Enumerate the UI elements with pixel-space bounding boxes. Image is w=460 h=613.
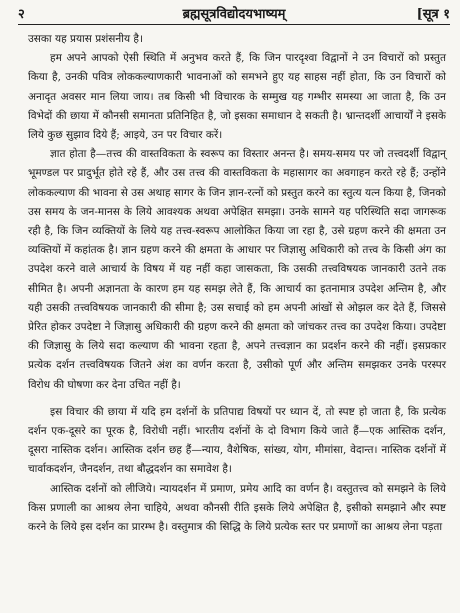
header-rule: [18, 24, 450, 25]
paragraph: हम अपने आपको ऐसी स्थिति में अनुभव करते हैं, कि जिन पारदृश्वा विद्वानों ने उन विचारों को प्रस्तुत किया है, उनकी पवित्र लोककल्याणकारी भावनाओं को समभने हुए यह साहस नहीं होता, कि उन विचारों को अनादृत अवसर मान लिया जाय। तब किसी भी विचारक के सम्मुख यह गम्भीर समस्या आ जाता है, कि उन विभेदों की छाया में कौनसी समानता प्रतिनिहित है, जो इसका समाधान दे सकती है। भ्रान्तदर्शी आचार्यों ने इसके लिये कुछ सुझाव दिये हैं; आइये, उन पर विचार करें।: [28, 52, 446, 142]
page-body: [28, 30, 446, 537]
paragraph: इस विचार की छाया में यदि हम दर्शनों के प्रतिपाद्य विषयों पर ध्यान दें, तो स्पष्ट हो जाता है, कि प्रत्येक दर्शन एक-दूसरे का पूरक है, विरोधी नहीं। भारतीय दर्शनों के दो विभाग किये जाते हैं—एक आस्तिक दर्शन, दूसरा नास्तिक दर्शन। आस्तिक दर्शन छह हैं—न्याय, वैशेषिक, सांख्य, योग, मीमांसा, वेदान्त। नास्तिक दर्शनों में चार्वाकदर्शन, जैनदर्शन, तथा बौद्धदर्शन का समावेश है।: [28, 405, 446, 476]
running-title: ब्रह्मसूत्रविद्योदयभाष्यम्: [182, 7, 286, 22]
sutra-label: [सूत्र १: [416, 7, 450, 22]
page-number: २: [18, 7, 25, 22]
paragraph: उसका यह प्रयास प्रशंसनीय है।: [28, 33, 143, 45]
page-header: [18, 2, 450, 24]
paragraph: आस्तिक दर्शनों को लीजिये। न्यायदर्शन में प्रमाण, प्रमेय आदि का वर्णन है। वस्तुतत्त्व को समझने के लिये किस प्रणाली का आश्रय लेना चाहिये, अथवा कौनसी रीति इसके लिये अपेक्षित है, इसीको समझाने और स्पष्ट करने के लिये इस दर्शन का प्रारम्भ है। वस्तुमात्र की सिद्धि के लिये प्रत्येक स्तर पर प्रमाणों का आश्रय लेना पड़ता: [28, 482, 446, 534]
paragraph: ज्ञात होता है—तत्त्व की वास्तविकता के स्वरूप का विस्तार अनन्त है। समय-समय पर जो तत्त्वदर्शी विद्वान् भूमण्डल पर प्रादुर्भूत होते रहे हैं, और उस तत्त्व की वास्तविकता के महासागर का अवगाहन करते रहे हैं; उन्होंने लोककल्याण की भावना से उस अथाह सागर के जिन ज्ञान-रत्नों को प्रस्तुत करने का स्तुत्य यत्न किया है, जिनको उस समय के जन-मानस के लिये आवश्यक अथवा अपेक्षित समझा। उनके सामने यह परिस्थिति सदा जागरूक रही है, कि जिन व्यक्तियों के लिये यह तत्त्व-स्वरूप आलोकित किया जा रहा है, उसे ग्रहण करने की क्षमता उन व्यक्तियों में कहांतक है। ज्ञान ग्रहण करने की क्षमता के आधार पर जिज्ञासु अधिकारी को तत्त्व के किसी अंग का उपदेश करने वाले आचार्य के विषय में यह नहीं कहा जासकता, कि उसकी तत्त्वविषयक जानकारी उतने तक सीमित है। अपनी अज्ञानता के कारण हम यह समझ लेते हैं, कि आचार्य का इतनामात्र उपदेश अन्तिम है, और यही उसकी तत्त्वविषयक जानकारी की सीमा है; उस सचाई को हम अपनी आंखों से ओझल कर देते हैं, जिससे प्रेरित होकर उपदेष्टा ने जिज्ञासु अधिकारी की ग्रहण करने की क्षमता को जांचकर तत्त्व का उपदेश किया। उपदेष्टा की जिज्ञासु के लिये सदा कल्याण की भावना रहता है, अपने तत्त्वज्ञान का प्रदर्शन करने की नहीं। इसप्रकार प्रत्येक दर्शन तत्त्वविषयक जितने अंश का वर्णन करता है, उसीको पूर्ण और अन्तिम समझकर उनके परस्पर विरोध की घोषणा कर देना उचित नहीं है।: [28, 148, 446, 391]
